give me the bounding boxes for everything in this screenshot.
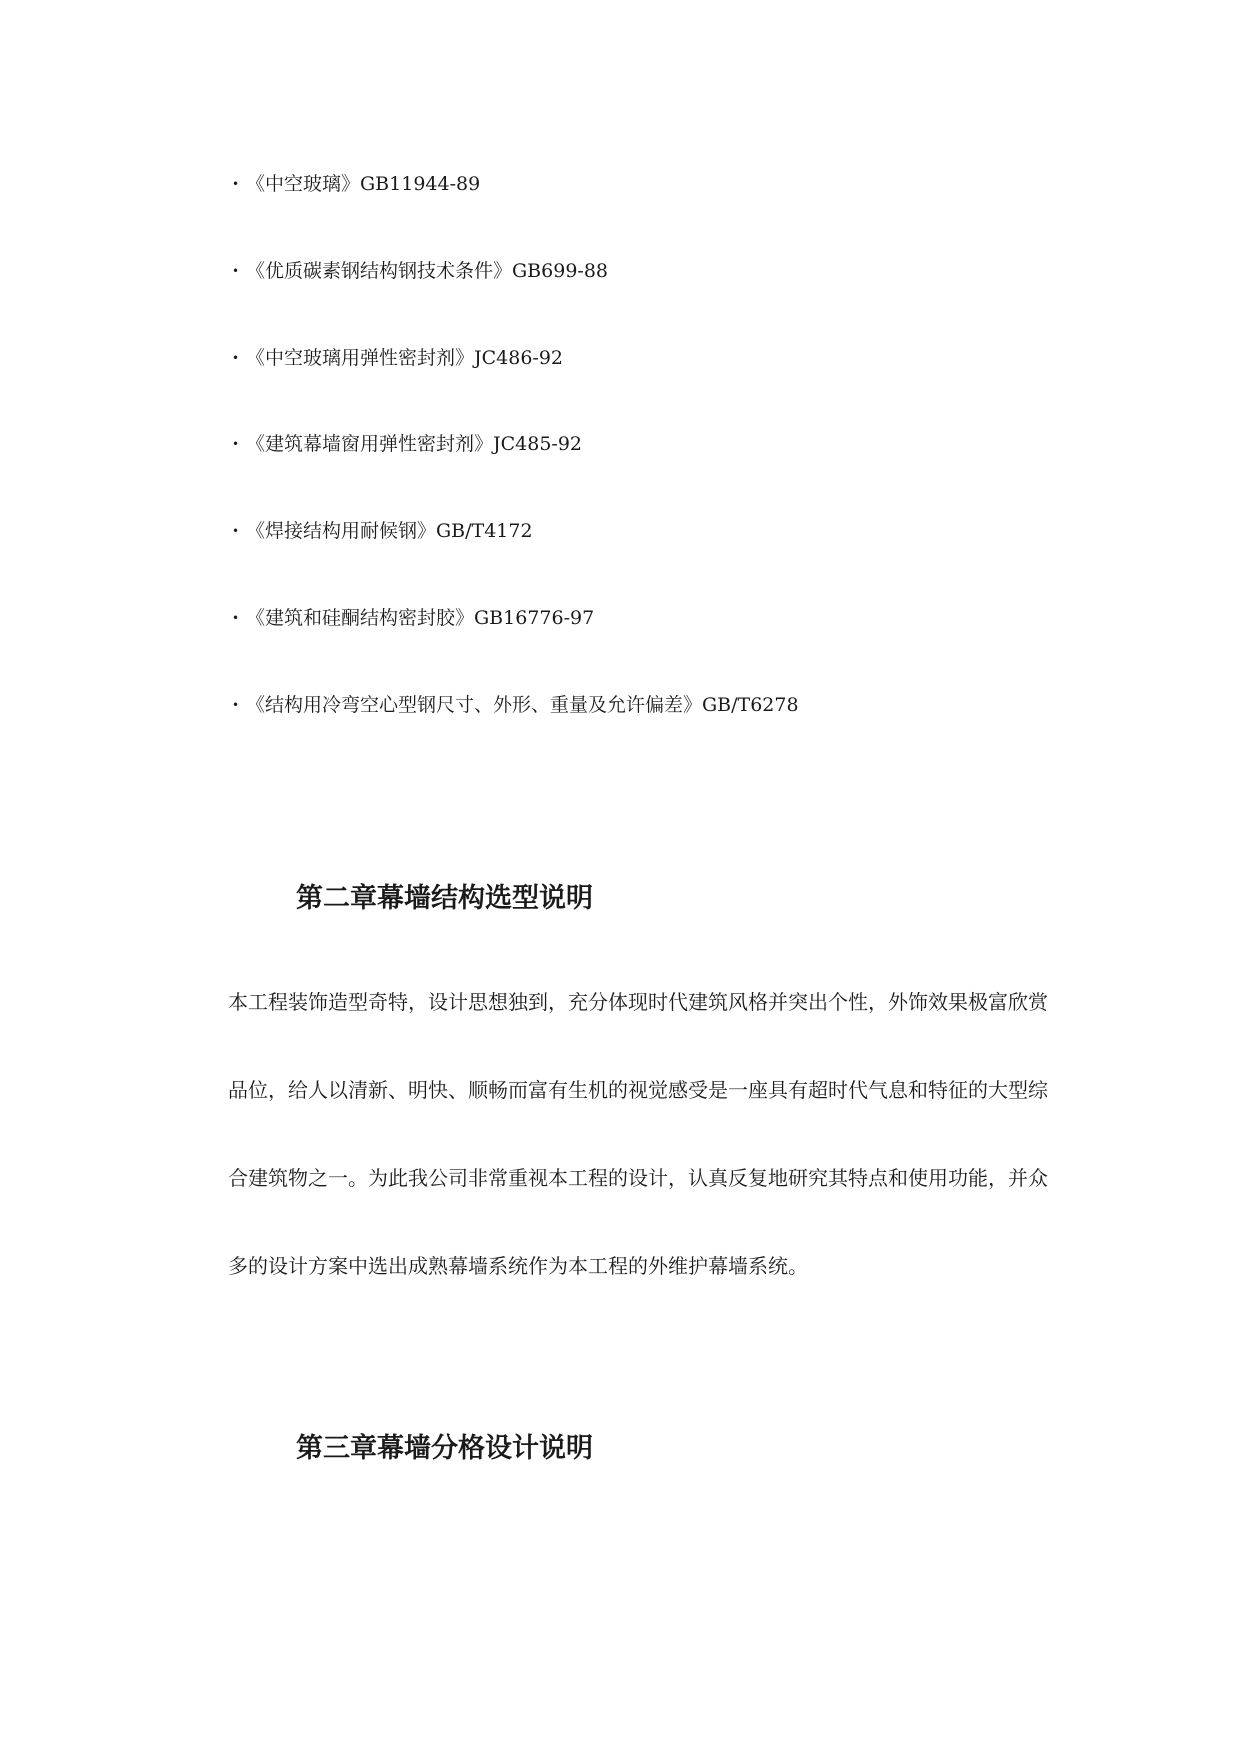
bullet-icon: • (232, 350, 240, 365)
paragraph-line: 多的设计方案中选出成熟幕墙系统作为本工程的外维护幕墙系统。 (228, 1254, 808, 1278)
standard-text: 《中空玻璃用弹性密封剂》JC486-92 (246, 346, 564, 369)
standard-item (232, 344, 799, 431)
standard-text: 《建筑和硅酮结构密封胶》GB16776-97 (246, 606, 595, 629)
chapter-2-paragraph (228, 988, 1118, 1340)
paragraph-line: 本工程装饰造型奇特，设计思想独到，充分体现时代建筑风格并突出个性，外饰效果极富欣赏 (228, 990, 1048, 1014)
standard-item (232, 170, 799, 257)
bullet-icon: • (232, 610, 240, 625)
standard-item (232, 257, 799, 344)
chapter-3-heading: 第三章幕墙分格设计说明 (296, 1433, 593, 1464)
paragraph-line: 合建筑物之一。为此我公司非常重视本工程的设计，认真反复地研究其特点和使用功能，并众 (228, 1166, 1048, 1190)
standard-item (232, 517, 799, 604)
bullet-icon: • (232, 437, 240, 452)
paragraph-line: 品位，给人以清新、明快、顺畅而富有生机的视觉感受是一座具有超时代气息和特征的大型综 (228, 1078, 1048, 1102)
standard-item (232, 604, 799, 691)
bullet-icon: • (232, 697, 240, 712)
standard-text: 《优质碳素钢结构钢技术条件》GB699-88 (246, 259, 609, 282)
standard-item (232, 430, 799, 517)
bullet-icon: • (232, 177, 240, 191)
chapter-2-heading: 第二章幕墙结构选型说明 (296, 883, 593, 914)
standard-item (232, 691, 799, 778)
standard-text: 《结构用冷弯空心型钢尺寸、外形、重量及允许偏差》GB/T6278 (246, 693, 799, 716)
standard-text: 《中空玻璃》GB11944-89 (246, 173, 481, 195)
bullet-icon: • (232, 263, 240, 278)
standards-list (232, 170, 799, 778)
bullet-icon: • (232, 524, 240, 539)
standard-text: 《焊接结构用耐候钢》GB/T4172 (246, 520, 533, 543)
standard-text: 《建筑幕墙窗用弹性密封剂》JC485-92 (246, 433, 583, 456)
